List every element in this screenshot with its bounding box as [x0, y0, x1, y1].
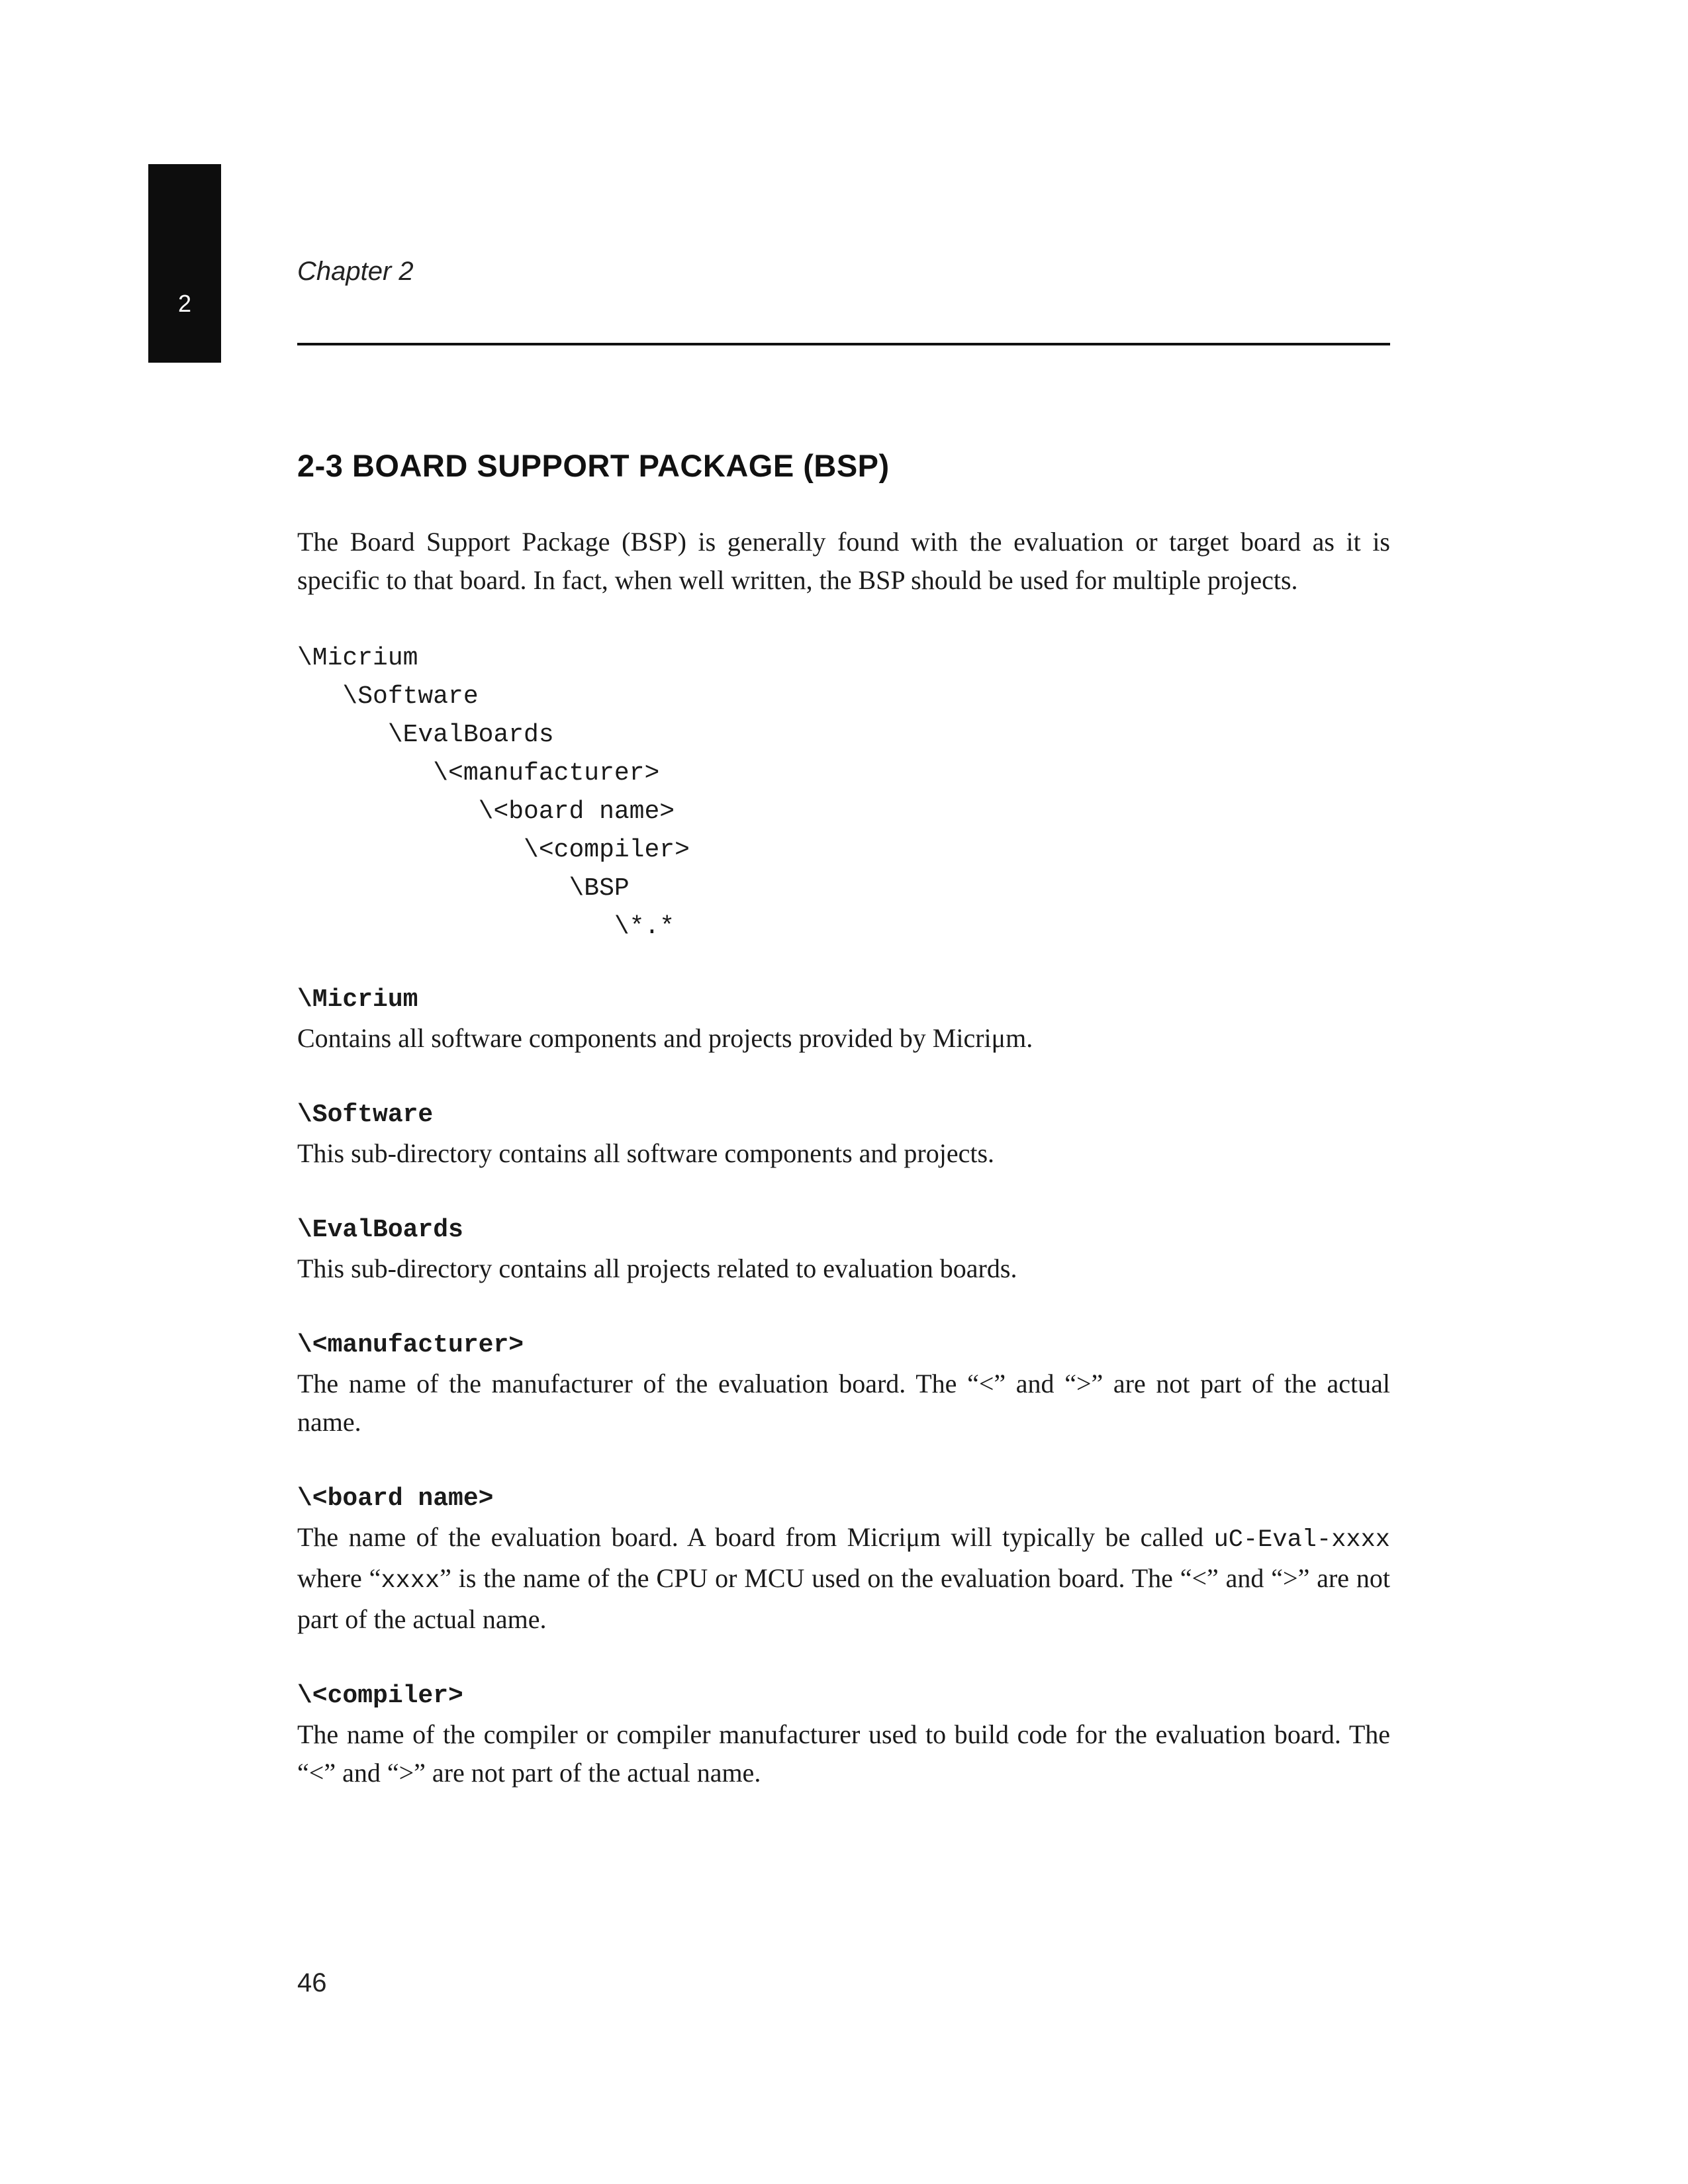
chapter-tab-number: 2 — [177, 290, 192, 317]
entry-description — [297, 1518, 1390, 1639]
tree-line: \<board name> — [297, 797, 675, 826]
entry-description: This sub-directory contains all projects related to evaluation boards. — [297, 1253, 1017, 1283]
entry-title: \<board name> — [297, 1484, 494, 1513]
entry-board-name — [297, 1480, 1390, 1639]
entry-text-part: ” is the name of the CPU or MCU used on the evaluation board. The “<” and “>” are not part of the actual name. — [297, 1563, 1391, 1634]
entry-text-part: where “ — [297, 1563, 381, 1593]
entry-manufacturer — [297, 1326, 1390, 1441]
board-name-code: uC-Eval-xxxx — [1213, 1526, 1391, 1554]
running-head: Chapter 2 — [297, 257, 414, 286]
chapter-tab — [148, 164, 221, 363]
tree-line: \Software — [297, 682, 479, 711]
tree-line: \<compiler> — [297, 836, 690, 864]
tree-line: \*.* — [297, 913, 675, 941]
tree-line: \EvalBoards — [297, 721, 554, 749]
cpu-code: xxxx — [381, 1567, 440, 1595]
entry-description: Contains all software components and projects provided by Micriμm. — [297, 1023, 1033, 1053]
entry-title: \Software — [297, 1101, 434, 1129]
entry-text-part: The name of the evaluation board. A board from Micriμm will typically be called — [297, 1522, 1204, 1552]
entry-description: The name of the manufacturer of the evaluation board. The “<” and “>” are not part of the actual name. — [297, 1369, 1390, 1437]
entry-description: The name of the compiler or compiler manufacturer used to build code for the evaluation board. The “<” and “>” are not part of the actual name. — [297, 1719, 1390, 1788]
page-number: 46 — [297, 1968, 327, 1997]
intro-paragraph: The Board Support Package (BSP) is generally found with the evaluation or target board as it is specific to that board. In fact, when well written, the BSP should be used for multiple projects. — [297, 527, 1390, 595]
section-heading: 2-3 BOARD SUPPORT PACKAGE (BSP) — [297, 448, 890, 483]
entry-software — [297, 1096, 1390, 1173]
entry-title: \EvalBoards — [297, 1216, 463, 1244]
tree-line: \<manufacturer> — [297, 759, 660, 788]
directory-tree — [297, 639, 1390, 946]
entry-micrium — [297, 981, 1390, 1058]
entry-title: \<manufacturer> — [297, 1331, 524, 1359]
entry-title: \<compiler> — [297, 1682, 463, 1710]
entry-evalboards — [297, 1211, 1390, 1288]
entry-title: \Micrium — [297, 985, 418, 1014]
tree-line: \Micrium — [297, 644, 418, 672]
tree-line: \BSP — [297, 874, 630, 903]
header-rule — [297, 343, 1390, 345]
entry-description: This sub-directory contains all software components and projects. — [297, 1138, 995, 1168]
entry-compiler — [297, 1677, 1390, 1792]
page-content — [297, 523, 1390, 1792]
